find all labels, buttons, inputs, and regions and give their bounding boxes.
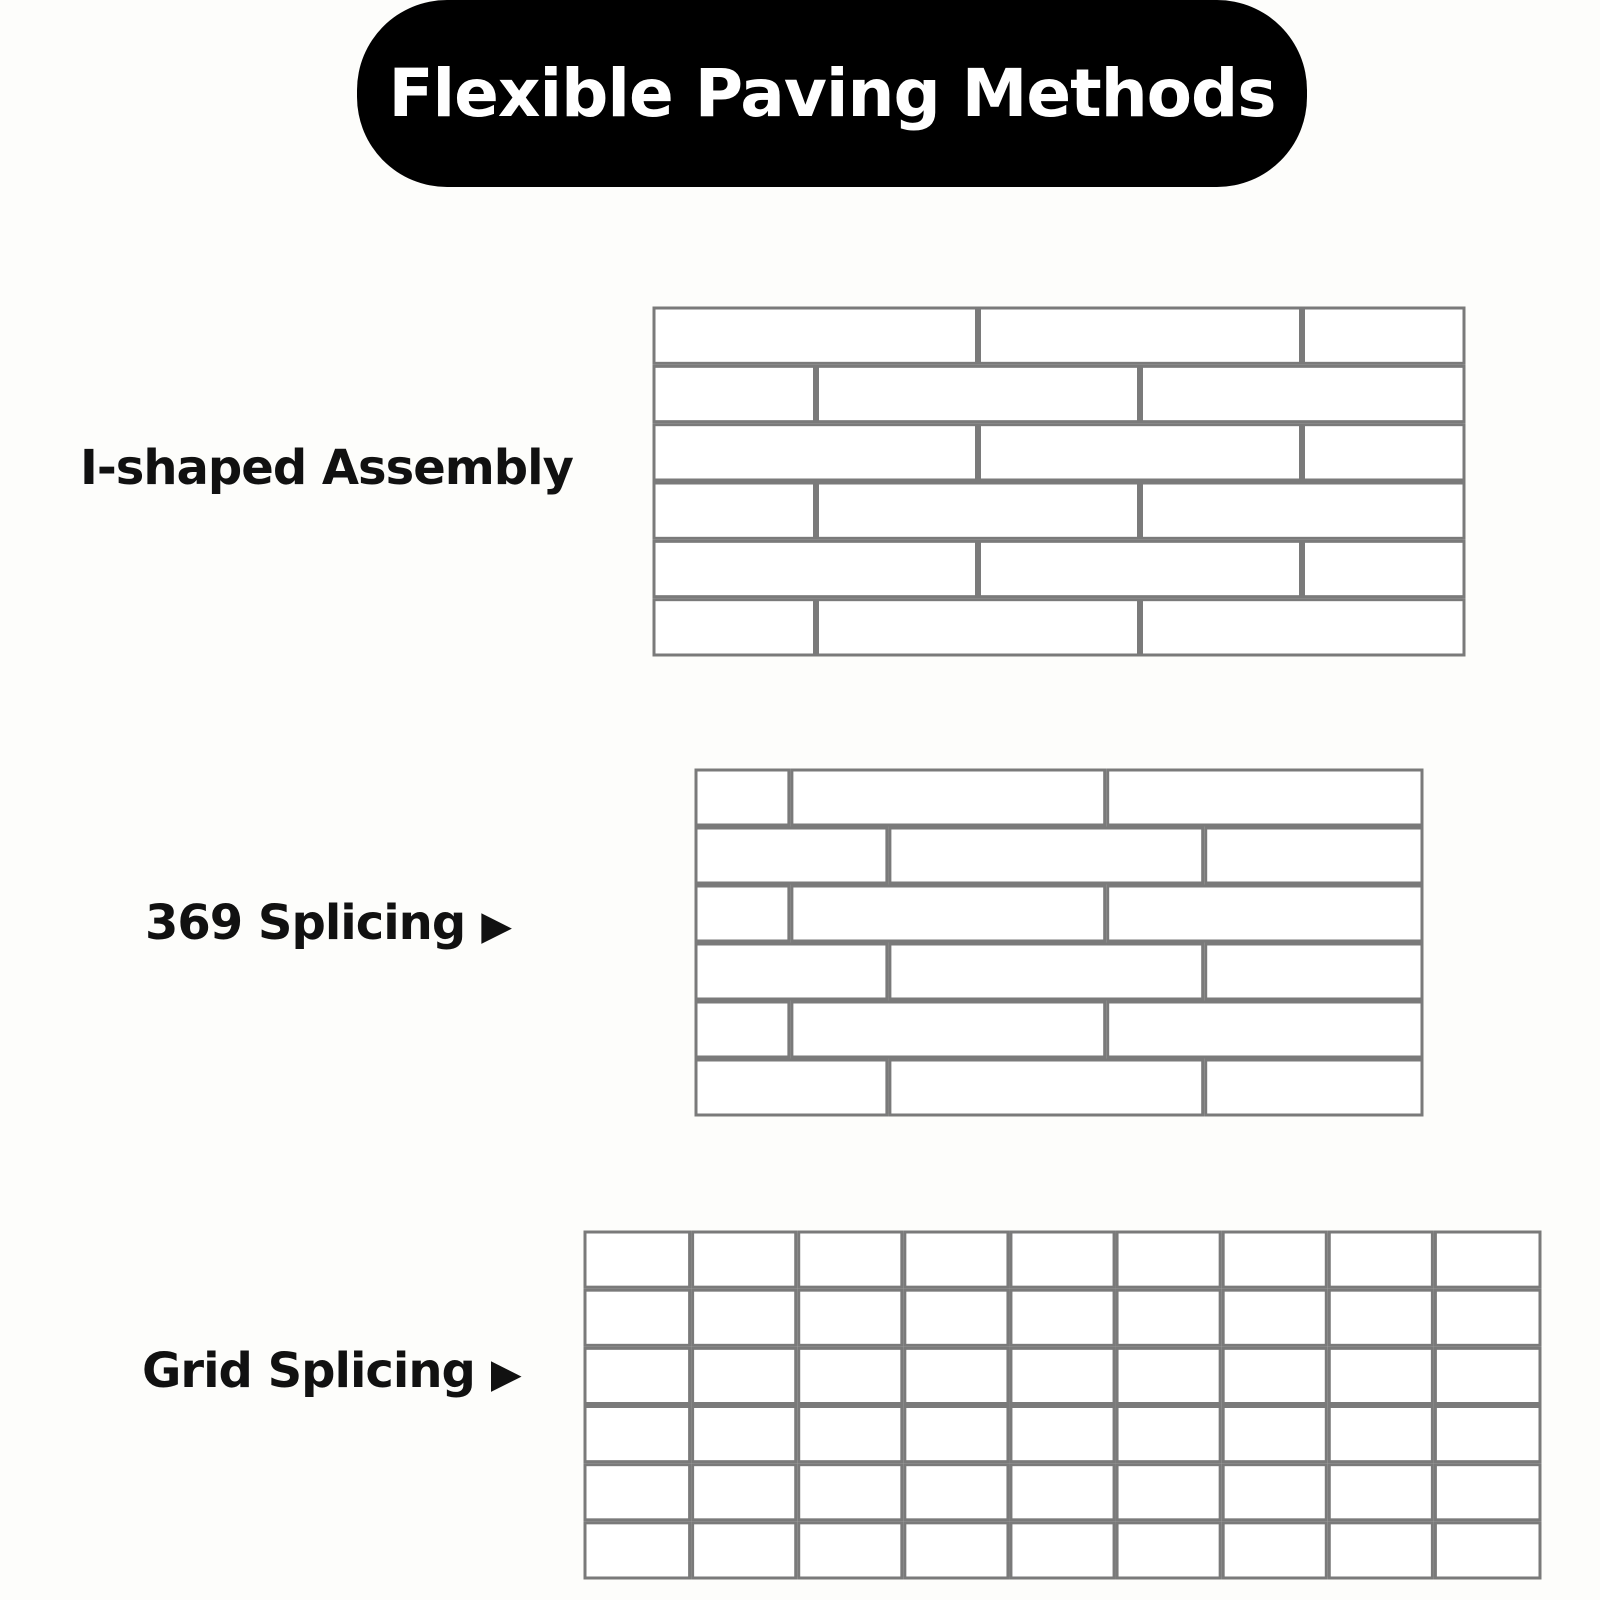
tile [1223, 1348, 1326, 1403]
tile [1223, 1232, 1326, 1287]
tile [792, 770, 1105, 825]
tile [1329, 1290, 1432, 1345]
tile [696, 1060, 887, 1115]
tile [1011, 1348, 1114, 1403]
tile [654, 425, 977, 480]
tile-pattern-369 [696, 770, 1422, 1115]
tile [1304, 425, 1465, 480]
tile [585, 1290, 690, 1345]
method-label-i-shaped [80, 440, 589, 496]
method-label-369 [145, 895, 511, 951]
tile [1117, 1523, 1220, 1578]
tile [890, 828, 1203, 883]
tile [1435, 1348, 1540, 1403]
tile [1223, 1523, 1326, 1578]
tile [1117, 1407, 1220, 1462]
tile [890, 944, 1203, 999]
tile [585, 1232, 690, 1287]
tile [696, 828, 887, 883]
tile [1329, 1232, 1432, 1287]
tile [1117, 1232, 1220, 1287]
tile [1011, 1232, 1114, 1287]
tile [905, 1465, 1008, 1520]
tile [1435, 1523, 1540, 1578]
play-arrow-icon: ▶ [481, 903, 511, 949]
tile [1011, 1465, 1114, 1520]
tile [693, 1232, 796, 1287]
tile [693, 1465, 796, 1520]
tile [1206, 828, 1422, 883]
tile [980, 425, 1301, 480]
tile [1117, 1348, 1220, 1403]
tile [792, 886, 1105, 941]
tile [1011, 1407, 1114, 1462]
method-label-grid [142, 1343, 521, 1399]
tile [1223, 1407, 1326, 1462]
tile [654, 541, 977, 596]
tile [1142, 483, 1465, 538]
tile-pattern-i-shaped [654, 308, 1464, 655]
play-arrow-icon: ▶ [490, 1351, 521, 1397]
tile [1142, 366, 1465, 421]
tile [799, 1465, 902, 1520]
tile [1304, 308, 1465, 363]
tile [1223, 1465, 1326, 1520]
tile [696, 1002, 789, 1057]
tile [1435, 1290, 1540, 1345]
tile [1304, 541, 1465, 596]
tile [905, 1348, 1008, 1403]
tile [696, 886, 789, 941]
tile [1435, 1465, 1540, 1520]
tile [905, 1232, 1008, 1287]
tile [1435, 1232, 1540, 1287]
method-label-text: I-shaped Assembly [80, 440, 573, 496]
method-label-text: Grid Splicing [142, 1343, 475, 1399]
tile [693, 1290, 796, 1345]
title-banner [357, 0, 1307, 187]
tile [799, 1523, 902, 1578]
method-label-text: 369 Splicing [145, 895, 466, 951]
tile [799, 1232, 902, 1287]
tile [585, 1348, 690, 1403]
tile [696, 944, 887, 999]
tile [693, 1407, 796, 1462]
tile [905, 1407, 1008, 1462]
tile [1206, 944, 1422, 999]
tile [1329, 1407, 1432, 1462]
tile [654, 366, 815, 421]
tile [585, 1407, 690, 1462]
tile [1329, 1348, 1432, 1403]
tile [799, 1407, 902, 1462]
tile [1206, 1060, 1422, 1115]
tile [585, 1523, 690, 1578]
tile [1108, 770, 1422, 825]
tile [818, 483, 1139, 538]
tile [1011, 1523, 1114, 1578]
tile [905, 1523, 1008, 1578]
tile [1223, 1290, 1326, 1345]
tile [980, 308, 1301, 363]
tile [1011, 1290, 1114, 1345]
tile [980, 541, 1301, 596]
tile [1329, 1465, 1432, 1520]
tile [585, 1465, 690, 1520]
tile [1108, 1002, 1422, 1057]
tile-pattern-grid [585, 1232, 1540, 1578]
tile [792, 1002, 1105, 1057]
page-title: Flexible Paving Methods [388, 55, 1276, 132]
tile [1108, 886, 1422, 941]
tile [654, 483, 815, 538]
tile [696, 770, 789, 825]
tile [654, 308, 977, 363]
tile [799, 1290, 902, 1345]
tile [1329, 1523, 1432, 1578]
tile [905, 1290, 1008, 1345]
tile [1117, 1290, 1220, 1345]
tile [654, 600, 815, 655]
tile [693, 1348, 796, 1403]
tile [1117, 1465, 1220, 1520]
tile [890, 1060, 1203, 1115]
tile [1142, 600, 1465, 655]
tile [693, 1523, 796, 1578]
tile [818, 600, 1139, 655]
tile [1435, 1407, 1540, 1462]
tile [799, 1348, 902, 1403]
tile [818, 366, 1139, 421]
